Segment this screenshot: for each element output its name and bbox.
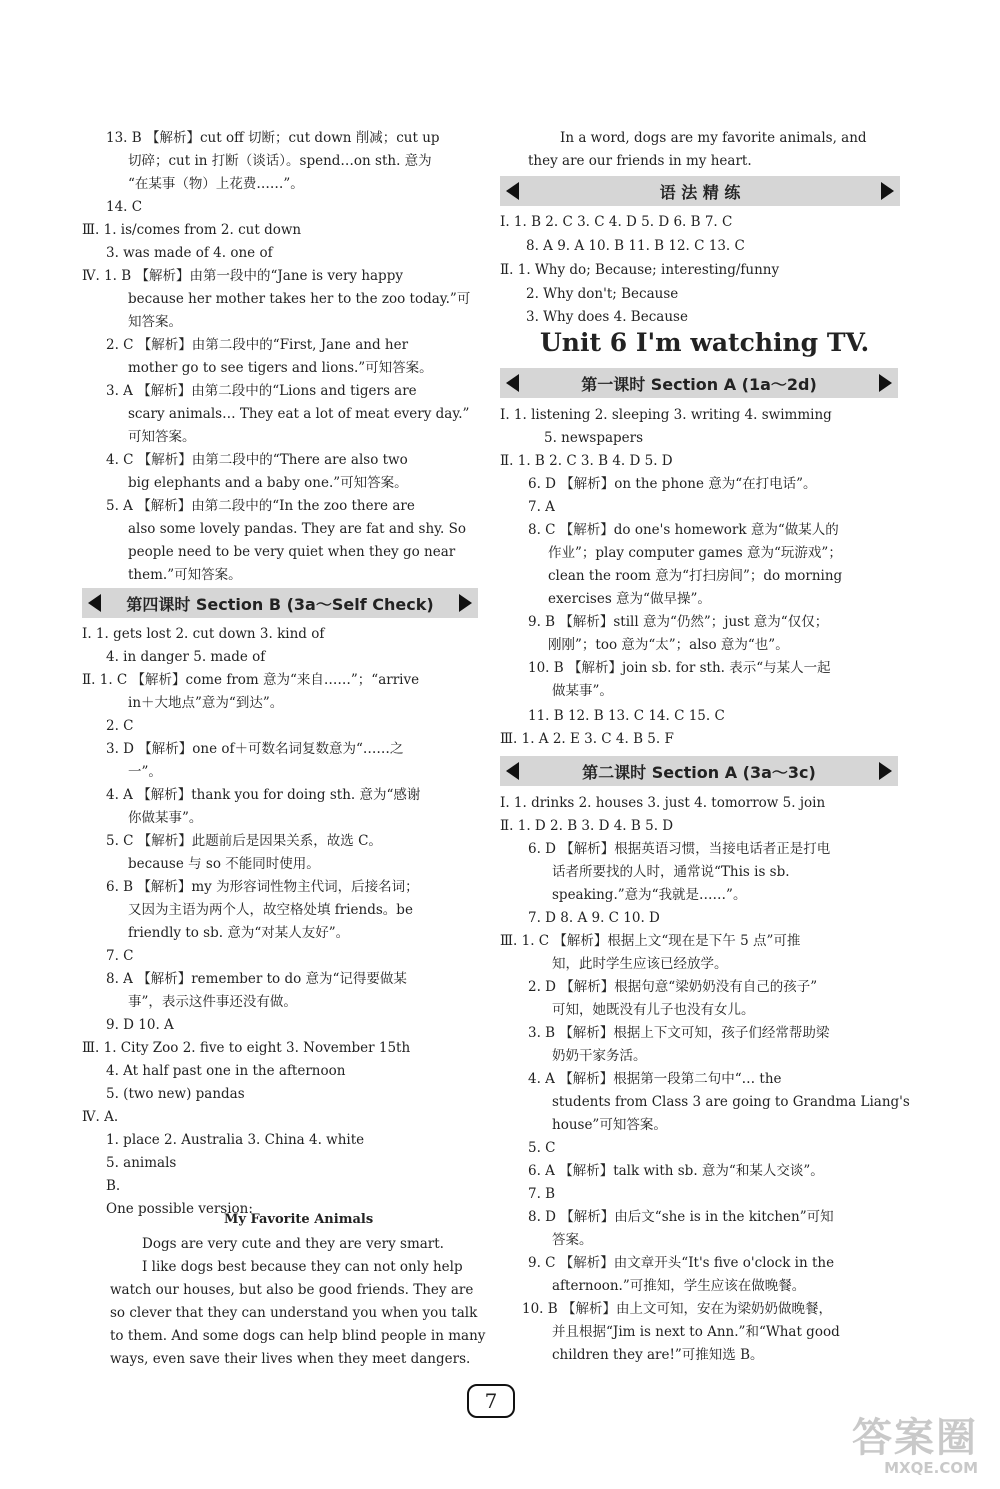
- arrow-left-icon: [88, 594, 101, 612]
- answer-line: people need to be very quiet when they go near: [128, 544, 456, 560]
- answer-line: 5. newspapers: [544, 430, 644, 446]
- answer-line: 5. C: [528, 1140, 556, 1156]
- answer-line: 你做某事”。: [128, 810, 203, 826]
- answer-line: Ⅳ. 1. B 【解析】由第一段中的“Jane is very happy: [82, 268, 403, 284]
- answer-line: 刚刚”；too 意为“太”；also 意为“也”。: [548, 637, 789, 653]
- answer-line: 3. was made of 4. one of: [106, 245, 273, 261]
- watermark-text: 答案圈: [852, 1415, 978, 1461]
- answer-line: Ⅱ. 1. C 【解析】come from 意为“来自……”；“arrive: [82, 672, 420, 688]
- answer-line: 8. A 9. A 10. B 11. B 12. C 13. C: [526, 238, 745, 254]
- grammar-band-title: 语 法 精 练: [659, 182, 741, 202]
- answer-line: 6. B 【解析】my 为形容词性物主代词，后接名词；: [106, 879, 419, 895]
- answer-line: Ⅱ. 1. B 2. C 3. B 4. D 5. D: [500, 453, 673, 469]
- answer-line: Ⅱ. 1. Why do; Because; interesting/funny: [500, 262, 780, 278]
- answer-line: big elephants and a baby one.”可知答案。: [128, 475, 408, 491]
- answer-line: 11. B 12. B 13. C 14. C 15. C: [528, 708, 725, 724]
- answer-line: One possible version:: [106, 1201, 253, 1217]
- answer-line: because her mother takes her to the zoo today.”可: [128, 291, 471, 307]
- answer-line: 4. in danger 5. made of: [106, 649, 266, 665]
- answer-line: 7. A: [528, 499, 555, 515]
- answer-line: 6. D 【解析】根据英语习惯，当接电话者正是打电: [528, 841, 831, 857]
- answer-line: Ⅱ. 1. D 2. B 3. D 4. B 5. D: [500, 818, 674, 834]
- section-band: [500, 756, 898, 786]
- answer-line: 知，此时学生应该已经放学。: [552, 956, 728, 972]
- answer-line: Ⅰ. 1. B 2. C 3. C 4. D 5. D 6. B 7. C: [500, 214, 733, 230]
- answer-line: clean the room 意为“打扫房间”；do morning: [548, 568, 843, 584]
- section-band-title: 第四课时 Section B (3a～Self Check): [126, 594, 434, 614]
- answer-line: exercises 意为“做早操”。: [548, 591, 711, 607]
- answer-line: 7. C: [106, 948, 134, 964]
- answer-line: 5. A 【解析】由第二段中的“In the zoo there are: [106, 498, 415, 514]
- arrow-right-icon: [881, 182, 894, 200]
- answer-line: 4. C 【解析】由第二段中的“There are also two: [106, 452, 408, 468]
- answer-line: 4. A 【解析】根据第一段第二句中“… the: [528, 1071, 782, 1087]
- answer-line: 可知，她既没有儿子也没有女儿。: [552, 1002, 755, 1018]
- answer-line: speaking.”意为“我就是……”。: [552, 887, 747, 903]
- answer-line: Ⅲ. 1. is/comes from 2. cut down: [82, 222, 302, 238]
- answer-line: B.: [106, 1178, 121, 1194]
- watermark-logo: [852, 1406, 978, 1477]
- answer-line: 话者所要找的人时，通常说“This is sb.: [552, 864, 790, 880]
- answer-line: 事”，表示这件事还没有做。: [128, 994, 297, 1010]
- essay-line: In a word, dogs are my favorite animals, and: [560, 130, 867, 146]
- section-band: [500, 368, 898, 398]
- essay-line: watch our houses, but also be good friends. They are: [110, 1282, 474, 1298]
- answer-line: “在某事（物）上花费……”。: [128, 176, 304, 192]
- essay-line: ways, even save their lives when they meet dangers.: [110, 1351, 471, 1367]
- answer-line: 3. D 【解析】one of＋可数名词复数意为“……之: [106, 741, 404, 757]
- answer-line: Ⅳ. A.: [82, 1109, 119, 1125]
- answer-line: Ⅰ. 1. listening 2. sleeping 3. writing 4. swimming: [500, 407, 832, 423]
- answer-line: mother go to see tigers and lions.”可知答案。: [128, 360, 433, 376]
- answer-line: Ⅰ. 1. gets lost 2. cut down 3. kind of: [82, 626, 325, 642]
- answer-line: 10. B 【解析】由上文可知，安在为梁奶奶做晚餐，: [522, 1301, 832, 1317]
- answer-line: because 与 so 不能同时使用。: [128, 856, 320, 872]
- answer-line: scary animals… They eat a lot of meat every day.”: [128, 406, 470, 422]
- arrow-right-icon: [459, 594, 472, 612]
- arrow-left-icon: [506, 762, 519, 780]
- answer-line: 又因为主语为两个人，故空格处填 friends。be: [128, 902, 413, 918]
- answer-line: students from Class 3 are going to Grandma Liang's: [552, 1094, 910, 1110]
- answer-line: 3. B 【解析】根据上下文可知，孩子们经常帮助梁: [528, 1025, 830, 1041]
- answer-line: 5. animals: [106, 1155, 177, 1171]
- essay-line: they are our friends in my heart.: [528, 153, 752, 169]
- arrow-right-icon: [879, 762, 892, 780]
- answer-line: 14. C: [106, 199, 143, 215]
- answer-line: Ⅲ. 1. City Zoo 2. five to eight 3. November 15th: [82, 1040, 411, 1056]
- arrow-right-icon: [879, 374, 892, 392]
- section-band: [82, 588, 478, 618]
- answer-line: Ⅰ. 1. drinks 2. houses 3. just 4. tomorrow 5. join: [500, 795, 826, 811]
- answer-line: 6. D 【解析】on the phone 意为“在打电话”。: [528, 476, 817, 492]
- answer-line: also some lovely pandas. They are fat and shy. So: [128, 521, 466, 537]
- essay-line: I like dogs best because they can not only help: [142, 1259, 463, 1275]
- answer-line: 作业”；play computer games 意为“玩游戏”；: [548, 545, 842, 561]
- answer-line: 7. B: [528, 1186, 556, 1202]
- essay-line: to them. And some dogs can help blind people in many: [110, 1328, 486, 1344]
- answer-line: 8. D 【解析】由后文“she is in the kitchen”可知: [528, 1209, 834, 1225]
- answer-line: friendly to sb. 意为“对某人友好”。: [128, 925, 350, 941]
- answer-line: 3. A 【解析】由第二段中的“Lions and tigers are: [106, 383, 417, 399]
- answer-line: 2. Why don't; Because: [526, 286, 679, 302]
- answer-line: 4. A 【解析】thank you for doing sth. 意为“感谢: [106, 787, 421, 803]
- answer-line: 7. D 8. A 9. C 10. D: [528, 910, 660, 926]
- section-band-title: 第二课时 Section A (3a～3c): [582, 762, 816, 782]
- answer-line: 并且根据“Jim is next to Ann.”和“What good: [552, 1324, 840, 1340]
- answer-line: 切碎；cut in 打断（谈话）。spend…on sth. 意为: [128, 153, 432, 169]
- essay-line: Dogs are very cute and they are very smart.: [142, 1236, 444, 1252]
- unit-title: Unit 6 I'm watching TV.: [540, 328, 870, 357]
- answer-line: 知答案。: [128, 314, 182, 330]
- answer-line: 5. (two new) pandas: [106, 1086, 245, 1102]
- answer-line: 一”。: [128, 764, 162, 780]
- arrow-left-icon: [506, 182, 519, 200]
- answer-line: 9. B 【解析】still 意为“仍然”；just 意为“仅仅；: [528, 614, 829, 630]
- answer-line: children they are!”可推知选 B。: [552, 1347, 764, 1363]
- essay-line: so clever that they can understand you when you talk: [110, 1305, 478, 1321]
- answer-line: 8. C 【解析】do one's homework 意为“做某人的: [528, 522, 839, 538]
- section-band-title: 第一课时 Section A (1a～2d): [581, 374, 817, 394]
- answer-line: 10. B 【解析】join sb. for sth. 表示“与某人一起: [528, 660, 831, 676]
- answer-line: 5. C 【解析】此题前后是因果关系，故选 C。: [106, 833, 382, 849]
- answer-line: them.”可知答案。: [128, 567, 242, 583]
- answer-line: 1. place 2. Australia 3. China 4. white: [106, 1132, 365, 1148]
- answer-line: 奶奶干家务活。: [552, 1048, 647, 1064]
- answer-line: 做某事”。: [552, 683, 613, 699]
- answer-line: house”可知答案。: [552, 1117, 667, 1133]
- answer-line: 4. At half past one in the afternoon: [106, 1063, 346, 1079]
- answer-line: 13. B 【解析】cut off 切断；cut down 削减；cut up: [106, 130, 440, 146]
- essay-title: My Favorite Animals: [224, 1212, 374, 1227]
- answer-line: 2. C 【解析】由第二段中的“First, Jane and her: [106, 337, 409, 353]
- answer-line: afternoon.”可推知，学生应该在做晚餐。: [552, 1278, 806, 1294]
- answer-line: 可知答案。: [128, 429, 196, 445]
- answer-line: 3. Why does 4. Because: [526, 309, 688, 325]
- answer-line: Ⅲ. 1. A 2. E 3. C 4. B 5. F: [500, 731, 674, 747]
- arrow-left-icon: [506, 374, 519, 392]
- grammar-band: [500, 176, 900, 206]
- answer-line: 答案。: [552, 1232, 593, 1248]
- answer-line: 9. D 10. A: [106, 1017, 174, 1033]
- answer-line: 9. C 【解析】由文章开头“It's five o'clock in the: [528, 1255, 835, 1271]
- page-number: 7: [467, 1384, 515, 1418]
- answer-line: 6. A 【解析】talk with sb. 意为“和某人交谈”。: [528, 1163, 824, 1179]
- watermark-url: MXQE.COM: [884, 1459, 978, 1477]
- answer-line: 2. C: [106, 718, 134, 734]
- answer-line: in＋大地点”意为“到达”。: [128, 695, 284, 711]
- answer-line: 2. D 【解析】根据句意“梁奶奶没有自己的孩子”: [528, 979, 818, 995]
- answer-line: 8. A 【解析】remember to do 意为“记得要做某: [106, 971, 407, 987]
- answer-line: Ⅲ. 1. C 【解析】根据上文“现在是下午 5 点”可推: [500, 933, 801, 949]
